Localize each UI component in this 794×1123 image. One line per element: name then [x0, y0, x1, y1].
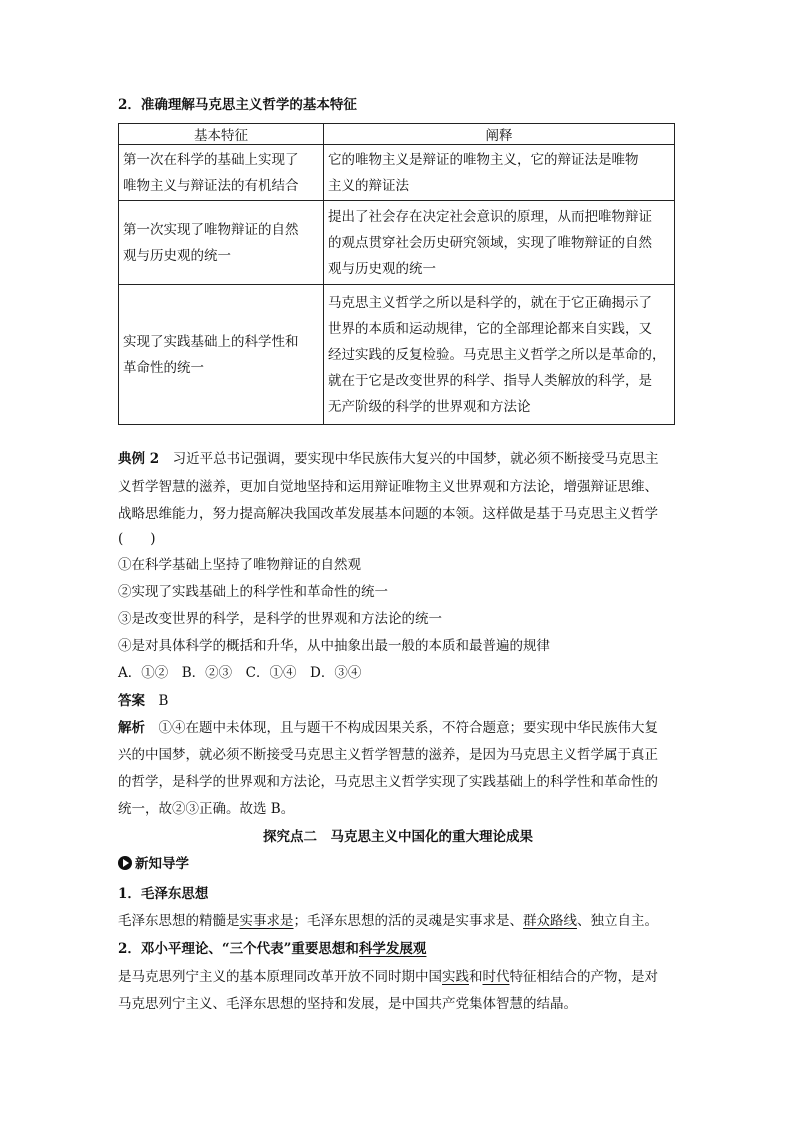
deng-text: 马克思列宁主义、毛泽东思想的坚持和发展，是中国共产党集体智慧的结晶。	[118, 996, 577, 1012]
answer-line	[118, 692, 168, 710]
table-cell: 它的唯物主义是辩证的唯物主义，它的辩证法是唯物 主义的辩证法	[323, 145, 674, 201]
mao-text: 毛泽东思想的精髓是实事求是；毛泽东思想的活的灵魂是实事求是、群众路线、独立自主。	[118, 913, 658, 929]
example-line: 战略思维能力，努力提高解决我国改革发展基本问题的本领。这样做是基于马克思主义哲学	[118, 506, 658, 522]
table-row	[119, 145, 675, 201]
underlined-term: 实践	[442, 969, 469, 985]
option-item: ①在科学基础上坚持了唯物辩证的自然观	[118, 557, 361, 573]
table-row	[119, 201, 675, 285]
underlined-term: 实事求是	[239, 913, 294, 929]
feature-table	[118, 123, 675, 425]
example-line: 典例 2 习近平总书记强调，要实现中华民族伟大复兴的中国梦，就必须不断接受马克思主	[118, 451, 659, 467]
table-cell: 马克思主义哲学之所以是科学的，就在于它正确揭示了 世界的本质和运动规律，它的全部理论都来自实践，又 经过实践的反复检验。马克思主义哲学之所以是革命的， 就在于它是改变世界的科学、指导人类解放的科学，是 无产阶级的科学的世界观和方法论	[323, 285, 674, 425]
analysis-line: 的哲学，是科学的世界观和方法论，马克思主义哲学实现了实践基础上的科学性和革命性的	[118, 774, 658, 790]
section2-title: 2．准确理解马克思主义哲学的基本特征	[118, 97, 357, 113]
option-item: ④是对具体科学的概括和升华，从中抽象出最一般的本质和最普遍的规律	[118, 638, 550, 654]
section-heading: 探究点二 马克思主义中国化的重大理论成果	[263, 829, 533, 845]
table-header: 基本特征	[119, 124, 324, 145]
analysis-label: 解析	[118, 720, 145, 736]
table-header-row	[119, 124, 675, 145]
underlined-term: 时代	[482, 969, 510, 985]
table-header: 阐释	[323, 124, 674, 145]
deng-title: 2．邓小平理论、“三个代表”重要思想和科学发展观	[118, 941, 427, 957]
example-line: 义哲学智慧的滋养，更加自觉地坚持和运用辩证唯物主义世界观和方法论，增强辩证思维、	[118, 479, 658, 495]
deng-text: 是马克思列宁主义的基本原理同改革开放不同时期中国实践和时代特征相结合的产物，是对	[118, 969, 658, 985]
answer-label: 答案	[118, 693, 145, 709]
play-circle-icon	[118, 856, 132, 870]
table-cell: 提出了社会存在决定社会意识的原理，从而把唯物辩证 的观点贯穿社会历史研究领域，实现了唯物辩证的自然 观与历史观的统一	[323, 201, 674, 285]
choices: A．①② B．②③ C．①④ D．③④	[118, 665, 362, 681]
analysis-line: 解析 ①④在题中未体现，且与题干不构成因果关系，不符合题意；要实现中华民族伟大复	[118, 720, 658, 736]
option-item: ②实现了实践基础上的科学性和革命性的统一	[118, 584, 388, 600]
analysis-line: 兴的中国梦，就必须不断接受马克思主义哲学智慧的滋养，是因为马克思主义哲学属于真正	[118, 747, 658, 763]
table-cell: 第一次实现了唯物辩证的自然 观与历史观的统一	[119, 201, 324, 285]
table-cell: 第一次在科学的基础上实现了 唯物主义与辩证法的有机结合	[119, 145, 324, 201]
underlined-term: 科学发展观	[358, 941, 427, 957]
option-item: ③是改变世界的科学，是科学的世界观和方法论的统一	[118, 611, 442, 627]
underlined-term: 群众路线	[523, 913, 577, 929]
table-cell: 实现了实践基础上的科学性和 革命性的统一	[119, 285, 324, 425]
answer-blank: ( )	[118, 531, 156, 547]
mao-title: 1．毛泽东思想	[118, 886, 209, 902]
analysis-line: 统一，故②③正确。故选 B。	[118, 801, 295, 817]
example-label: 典例 2	[118, 451, 160, 467]
new-knowledge-heading: 新知导学	[118, 855, 189, 873]
table-row	[119, 285, 675, 425]
answer-value: B	[158, 693, 169, 709]
